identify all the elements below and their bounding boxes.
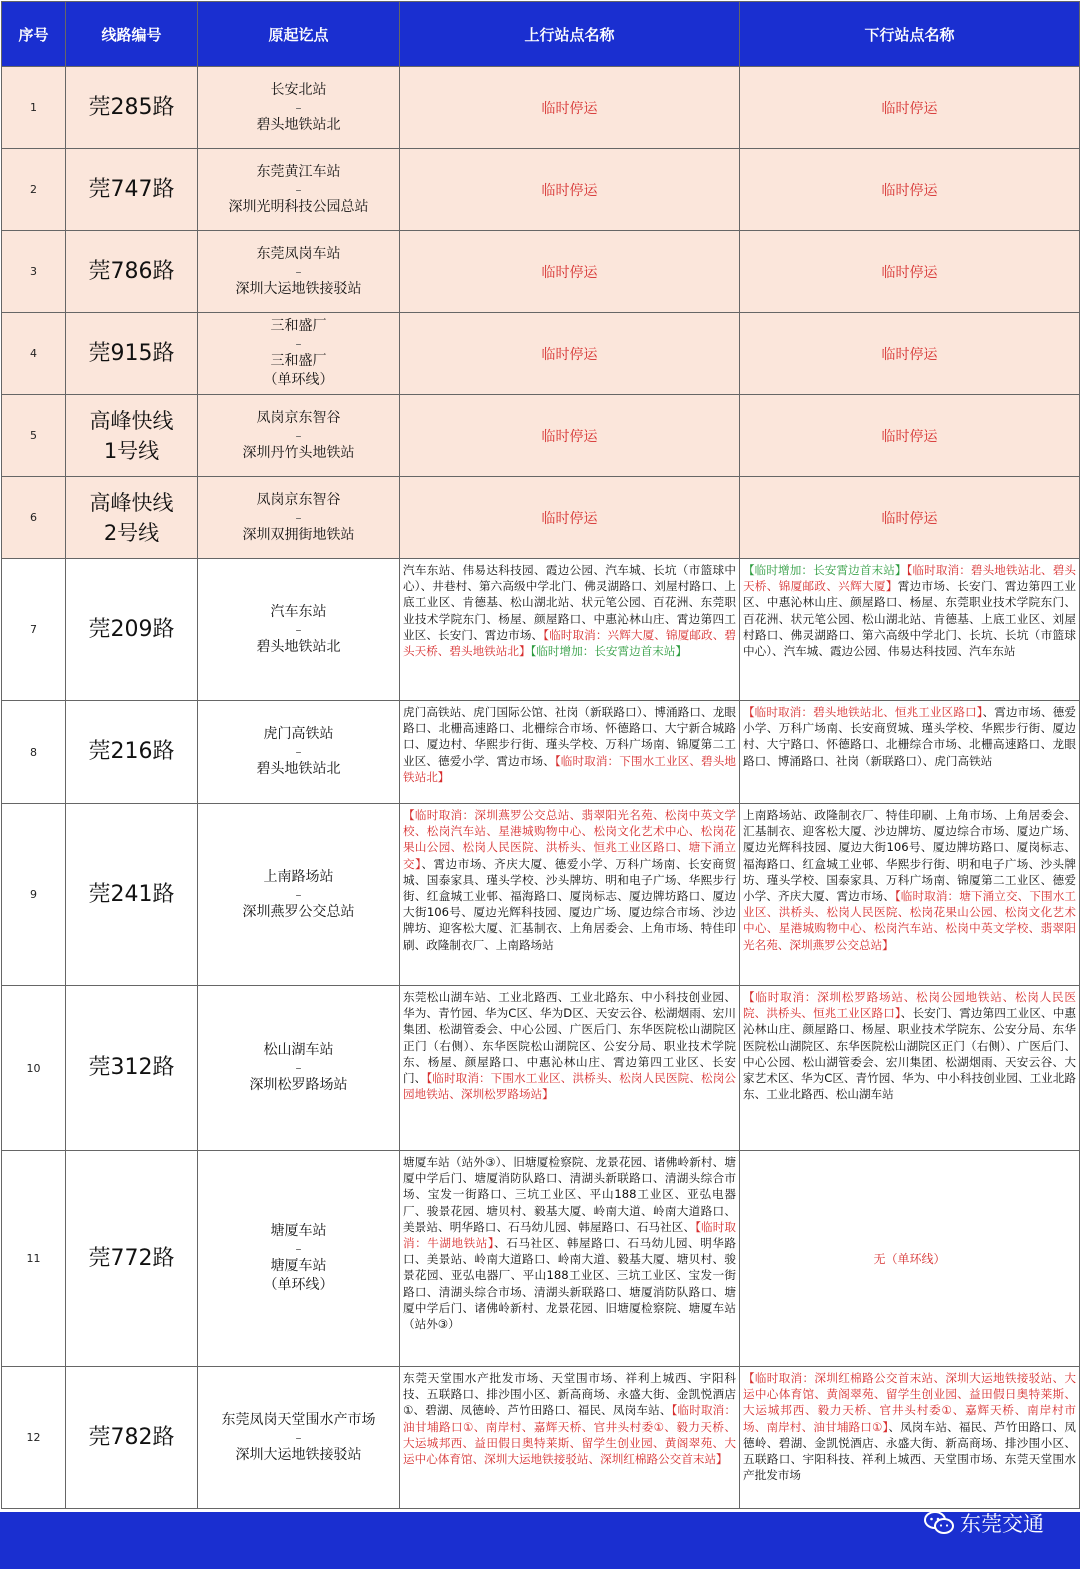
terminal-separator: – bbox=[295, 337, 302, 351]
brand bbox=[924, 1508, 1044, 1538]
stop-segment: 塘厦车站（站外③）、旧塘厦检察院、龙景花园、诸佛岭新村、塘厦中学后门、塘厦消防队路口、清湖头新联路口、清湖头综合市场、宝发一街路口、三坑工业区、平山188工业区、亚弘电器厂、骏景花园、塘贝村、毅基大厦、岭南大道、岭南大道路口、美景站、明华路口、石马幼儿园、韩屋路口、石马社区、 bbox=[403, 1155, 736, 1234]
stop-segment: 【临时取消：深圳红棉路公交首末站、深圳大运地铁接驳站、大运中心体育馆、黄阁翠苑、留学生创业园、益田假日奥特莱斯、大运城邦西、毅力天桥、官井头村委①、嘉辉天桥、南岸村市场、南岸村、油甘埔路口①】 bbox=[743, 1371, 1076, 1434]
terminal-separator: – bbox=[295, 182, 302, 197]
up-stops-cell: 临时停运 bbox=[400, 231, 740, 313]
route-cell bbox=[66, 313, 198, 395]
terminals-cell bbox=[198, 1151, 400, 1367]
stop-segment: 【临时取消：牛湖地铁站】 bbox=[403, 1219, 736, 1251]
terminals-cell bbox=[198, 313, 400, 395]
terminal-name: 虎门高铁站 bbox=[263, 726, 334, 742]
seq-cell: 9 bbox=[2, 804, 66, 986]
stop-segment: 【临时取消：兴辉大厦、锦厦邮政、碧头天桥、碧头地铁站北】 bbox=[403, 627, 736, 659]
terminal-name: 上南路场站 bbox=[263, 868, 334, 885]
seq-cell: 7 bbox=[2, 559, 66, 701]
seq-cell: 10 bbox=[2, 986, 66, 1151]
stop-segment: 【临时取消：油甘埔路口①、南岸村、嘉辉天桥、官井头村委①、毅力天桥、大运城邦西、益田假日奥特莱斯、留学生创业园、黄阁翠苑、大运中心体育馆、深圳大运地铁接驳站、深圳红棉路公交首末站】 bbox=[403, 1403, 736, 1467]
terminal-separator: – bbox=[295, 745, 302, 759]
stop-segment: 虎门高铁站、虎门国际公馆、社岗（新联路口）、博涌路口、龙眼路口、北栅高速路口、北栅综合市场、怀德路口、大宁新合城路口、厦边村、华熙步行街、瑾头学校、万科广场南、锦厦第二工业区、德爱小学、霄边市场、 bbox=[403, 705, 736, 768]
header-up-stops: 上行站点名称 bbox=[400, 2, 740, 67]
up-stops-cell bbox=[400, 701, 740, 804]
down-stops-cell: 临时停运 bbox=[740, 149, 1080, 231]
seq-cell: 2 bbox=[2, 149, 66, 231]
table-row bbox=[2, 701, 1080, 804]
stop-segment: 、霄边市场、齐庆大厦、德爱小学、万科广场南、长安商贸城、国泰家具、瑾头学校、沙头牌坊、明和电子广场、华熙步行街、红盒城工业邨、福海路口、厦岗标志、厦边牌坊路口、厦边大街106号、厦边光辉科技园、厦边广场、厦边综合市场、沙边牌坊、迎客松大厦、汇基制衣、上角居委会、上角市场、特佳印刷、政隆制衣厂、上南路场站 bbox=[403, 856, 736, 952]
stop-segment: 【临时取消：碧头地铁站北、碧头天桥、锦厦邮政、兴辉大厦】 bbox=[743, 563, 1076, 594]
terminal-name: （单环线） bbox=[263, 372, 334, 388]
table-row bbox=[2, 231, 1080, 313]
seq-cell: 1 bbox=[2, 67, 66, 149]
table-row bbox=[2, 313, 1080, 395]
up-stops-cell bbox=[400, 986, 740, 1151]
stop-segment: 、凤岗车站、福民、芦竹田路口、凤德岭、碧湖、金凯悦酒店、永盛大街、新高商场、排沙围小区、五联路口、宇阳科技、祥利上城西、天堂围市场、东莞天堂围水产批发市场 bbox=[743, 1419, 1076, 1483]
route-cell: 莞772路 bbox=[66, 1151, 198, 1367]
down-stops-cell: 临时停运 bbox=[740, 395, 1080, 477]
terminal-name: 深圳大运地铁接驳站 bbox=[235, 280, 362, 297]
brand-name: 东莞交通 bbox=[960, 1512, 1044, 1536]
terminal-name: 三和盛厂 bbox=[270, 318, 327, 334]
table-body bbox=[2, 67, 1080, 1509]
terminals-cell bbox=[198, 231, 400, 313]
up-stops-cell bbox=[400, 804, 740, 986]
terminal-separator: – bbox=[295, 428, 302, 443]
terminal-name: 凤岗京东智谷 bbox=[256, 409, 341, 426]
terminal-name: 凤岗京东智谷 bbox=[256, 491, 341, 508]
route-cell bbox=[66, 231, 198, 313]
terminal-name: 东莞凤岗天堂围水产市场 bbox=[221, 1411, 376, 1428]
terminals-cell bbox=[198, 986, 400, 1151]
down-stops-cell bbox=[740, 986, 1080, 1151]
terminal-separator: – bbox=[295, 1242, 302, 1256]
up-stops-cell: 临时停运 bbox=[400, 67, 740, 149]
terminals-cell bbox=[198, 395, 400, 477]
terminal-name: 深圳光明科技公园总站 bbox=[228, 198, 369, 215]
route-cell: 莞209路 bbox=[66, 559, 198, 701]
seq-cell: 3 bbox=[2, 231, 66, 313]
stop-segment: 【临时取消：深圳燕罗公交总站、翡翠阳光名苑、松岗中英文学校、松岗汽车站、星港城购物中心、松岗文化艺术中心、松岗花果山公园、松岗人民医院、洪桥头、恒兆工业区路口、塘下涌立交】 bbox=[403, 808, 736, 871]
down-stops-cell: 无（单环线） bbox=[740, 1151, 1080, 1367]
route-name: 高峰快线 bbox=[89, 490, 174, 515]
header-down-stops: 下行站点名称 bbox=[740, 2, 1080, 67]
route-cell bbox=[66, 149, 198, 231]
down-stops-cell: 临时停运 bbox=[740, 477, 1080, 559]
terminals-cell bbox=[198, 67, 400, 149]
terminal-name: 三和盛厂 bbox=[270, 353, 327, 369]
stop-segment: 上南路场站、政隆制衣厂、特佳印刷、上角市场、上角居委会、汇基制衣、迎客松大厦、沙边牌坊、厦边综合市场、厦边广场、厦边光辉科技园、厦边大街106号、厦边牌坊路口、厦岗标志、福海路口、红盒城工业邨、华熙步行街、明和电子广场、沙头牌坊、瑾头学校、国泰家具、万科广场南、锦厦第二工业区、德爱小学、齐庆大厦、霄边市场、 bbox=[743, 808, 1076, 904]
wechat-icon bbox=[924, 1510, 954, 1536]
route-cell bbox=[66, 395, 198, 477]
route-table bbox=[1, 1, 1080, 1509]
stop-segment: 【临时取消：下围水工业区、碧头地铁站北】 bbox=[403, 753, 736, 784]
terminals-cell bbox=[198, 477, 400, 559]
route-name: 1号线 bbox=[103, 438, 160, 463]
header-row bbox=[2, 2, 1080, 67]
stop-segment: 【临时增加：长安霄边首末站】 bbox=[530, 644, 688, 659]
route-name: 高峰快线 bbox=[89, 408, 174, 433]
terminal-name: 汽车东站 bbox=[270, 603, 327, 620]
terminal-separator: – bbox=[295, 1430, 302, 1445]
stop-segment: 【临时取消：深圳松罗路场站、松岗公园地铁站、松岗人民医院、洪桥头、恒兆工业区路口】 bbox=[743, 990, 1076, 1021]
terminal-separator: – bbox=[295, 510, 302, 525]
table-row bbox=[2, 1151, 1080, 1367]
terminal-name: 碧头地铁站北 bbox=[256, 761, 341, 777]
route-name: 莞915路 bbox=[88, 340, 175, 366]
terminal-name: 深圳丹竹头地铁站 bbox=[242, 444, 355, 461]
stop-segment: 东莞天堂围水产批发市场、天堂围市场、祥利上城西、宇阳科技、五联路口、排沙围小区、新高商场、永盛大街、金凯悦酒店①、碧湖、凤德岭、芦竹田路口、福民、凤岗车站、 bbox=[403, 1371, 736, 1418]
terminal-name: 深圳大运地铁接驳站 bbox=[235, 1446, 362, 1463]
table-row bbox=[2, 149, 1080, 231]
route-name: 莞786路 bbox=[88, 258, 175, 284]
table-row bbox=[2, 477, 1080, 559]
up-stops-cell bbox=[400, 1367, 740, 1509]
route-cell: 莞782路 bbox=[66, 1367, 198, 1509]
stop-segment: 、石马社区、韩屋路口、石马幼儿园、明华路口、美景站、岭南大道路口、岭南大道、毅基大厦、塘贝村、骏景花园、亚弘电器厂、平山188工业区、三坑工业区、宝发一街路口、清湖头综合市场、清湖头新联路口、塘厦消防队路口、塘厦中学后门、诸佛岭新村、龙景花园、旧塘厦检察院、塘厦车站（站外③） bbox=[403, 1236, 736, 1332]
down-stops-cell bbox=[740, 1367, 1080, 1509]
terminal-name: 塘厦车站 bbox=[270, 1258, 327, 1274]
route-cell bbox=[66, 67, 198, 149]
terminal-name: 深圳燕罗公交总站 bbox=[242, 903, 355, 920]
terminals-cell bbox=[198, 559, 400, 701]
terminals-cell bbox=[198, 701, 400, 804]
stop-segment: 【临时取消：碧头地铁站北、恒兆工业区路口】 bbox=[743, 705, 983, 719]
table-row bbox=[2, 804, 1080, 986]
down-stops-cell: 临时停运 bbox=[740, 231, 1080, 313]
seq-cell: 6 bbox=[2, 477, 66, 559]
route-name: 2号线 bbox=[103, 520, 160, 545]
stop-segment: 【临时取消：下围水工业区、洪桥头、松岗人民医院、松岗公园地铁站、深圳松罗路场站】 bbox=[403, 1071, 736, 1102]
terminal-name: 深圳双拥街地铁站 bbox=[242, 526, 355, 543]
stop-segment: 霄边市场、长安门、霄边第四工业区、中惠沁林山庄、颜屋路口、杨屋、东莞职业技术学院东门、百花洲、状元笔公园、松山湖北站、肯德基、上底工业区、刘屋村路口、佛灵湖路口、第六高级中学北门、长坑、长坑（市篮球中心）、汽车城、霞边公园、伟易达科技园、汽车东站 bbox=[743, 579, 1076, 659]
terminal-name: （单环线） bbox=[263, 1277, 334, 1293]
down-stops-cell bbox=[740, 701, 1080, 804]
down-stops-cell bbox=[740, 559, 1080, 701]
terminal-name: 东莞凤岗车站 bbox=[256, 245, 341, 262]
terminal-separator: – bbox=[295, 100, 302, 115]
up-stops-cell: 临时停运 bbox=[400, 395, 740, 477]
terminal-name: 东莞黄江车站 bbox=[256, 163, 341, 180]
stop-segment: 、霄边市场、德爱小学、万科广场南、长安商贸城、瑾头学校、华熙步行街、厦边村、大宁路口、怀德路口、北栅综合市场、北栅高速路口、龙眼路口、博涌路口、社岗（新联路口）、虎门高铁站 bbox=[743, 705, 1076, 768]
route-cell: 莞216路 bbox=[66, 701, 198, 804]
route-name: 莞747路 bbox=[88, 176, 175, 202]
down-stops-cell: 临时停运 bbox=[740, 313, 1080, 395]
footer-bar bbox=[0, 1512, 1080, 1569]
table-row bbox=[2, 1367, 1080, 1509]
header-route: 线路编号 bbox=[66, 2, 198, 67]
terminal-name: 长安北站 bbox=[270, 81, 327, 98]
route-name: 莞285路 bbox=[88, 94, 175, 120]
seq-cell: 4 bbox=[2, 313, 66, 395]
terminal-name: 深圳松罗路场站 bbox=[249, 1077, 348, 1093]
terminal-separator: – bbox=[295, 1061, 302, 1075]
stop-segment: 、长安门、霄边第四工业区、中惠沁林山庄、颜屋路口、杨屋、职业技术学院东、公安分局、东华医院松山湖院区、东华医院松山湖院区正门（右侧）、广医后门、中心公园、松山湖管委会、宏川集团、松湖烟雨、天安云谷、大家艺术区、华为C区、青竹园、华为、中小科技创业园、工业北路东、工业北路西、松山湖车站 bbox=[743, 1006, 1076, 1102]
table-row bbox=[2, 67, 1080, 149]
down-stops-cell bbox=[740, 804, 1080, 986]
route-cell: 莞241路 bbox=[66, 804, 198, 986]
terminal-separator: – bbox=[295, 264, 302, 279]
header-seq: 序号 bbox=[2, 2, 66, 67]
terminal-name: 碧头地铁站北 bbox=[256, 638, 341, 655]
header-terminals: 原起讫点 bbox=[198, 2, 400, 67]
up-stops-cell: 临时停运 bbox=[400, 313, 740, 395]
seq-cell: 11 bbox=[2, 1151, 66, 1367]
terminals-cell bbox=[198, 804, 400, 986]
stop-segment: 【临时增加：长安霄边首末站】 bbox=[743, 563, 907, 577]
table-row bbox=[2, 986, 1080, 1151]
route-cell bbox=[66, 477, 198, 559]
terminals-cell bbox=[198, 149, 400, 231]
up-stops-cell bbox=[400, 559, 740, 701]
terminals-cell bbox=[198, 1367, 400, 1509]
stop-segment: 【临时取消：塘下涌立交、下围水工业区、洪桥头、松岗人民医院、松岗花果山公园、松岗文化艺术中心、星港城购物中心、松岗汽车站、松岗中英文学校、翡翠阳光名苑、深圳燕罗公交总站】 bbox=[743, 889, 1076, 952]
up-stops-cell bbox=[400, 1151, 740, 1367]
terminal-name: 松山湖车站 bbox=[263, 1042, 334, 1058]
terminal-name: 碧头地铁站北 bbox=[256, 116, 341, 133]
seq-cell: 12 bbox=[2, 1367, 66, 1509]
up-stops-cell: 临时停运 bbox=[400, 477, 740, 559]
seq-cell: 8 bbox=[2, 701, 66, 804]
table-row bbox=[2, 559, 1080, 701]
stop-segment: 汽车东站、伟易达科技园、霞边公园、汽车城、长坑（市篮球中心）、井巷村、第六高级中学北门、佛灵湖路口、刘屋村路口、上底工业区、肯德基、松山湖北站、状元笔公园、百花洲、东莞职业技术学院东门、杨屋、颜屋路口、中惠沁林山庄、霄边第四工业区、长安门、霄边市场、 bbox=[403, 563, 736, 642]
route-cell: 莞312路 bbox=[66, 986, 198, 1151]
terminal-separator: – bbox=[295, 622, 302, 637]
terminal-name: 塘厦车站 bbox=[270, 1223, 327, 1239]
seq-cell: 5 bbox=[2, 395, 66, 477]
down-stops-cell: 临时停运 bbox=[740, 67, 1080, 149]
up-stops-cell: 临时停运 bbox=[400, 149, 740, 231]
table-row bbox=[2, 395, 1080, 477]
stop-segment: 东莞松山湖车站、工业北路西、工业北路东、中小科技创业园、华为、青竹园、华为C区、华为D区、天安云谷、松湖烟雨、宏川集团、松湖管委会、中心公园、广医后门、东华医院松山湖院区正门（右侧）、东华医院松山湖院区、公安分局、职业技术学院东、杨屋、颜屋路口、中惠沁林山庄、霄边第四工业区、长安门、 bbox=[403, 990, 736, 1086]
terminal-separator: – bbox=[295, 887, 302, 902]
